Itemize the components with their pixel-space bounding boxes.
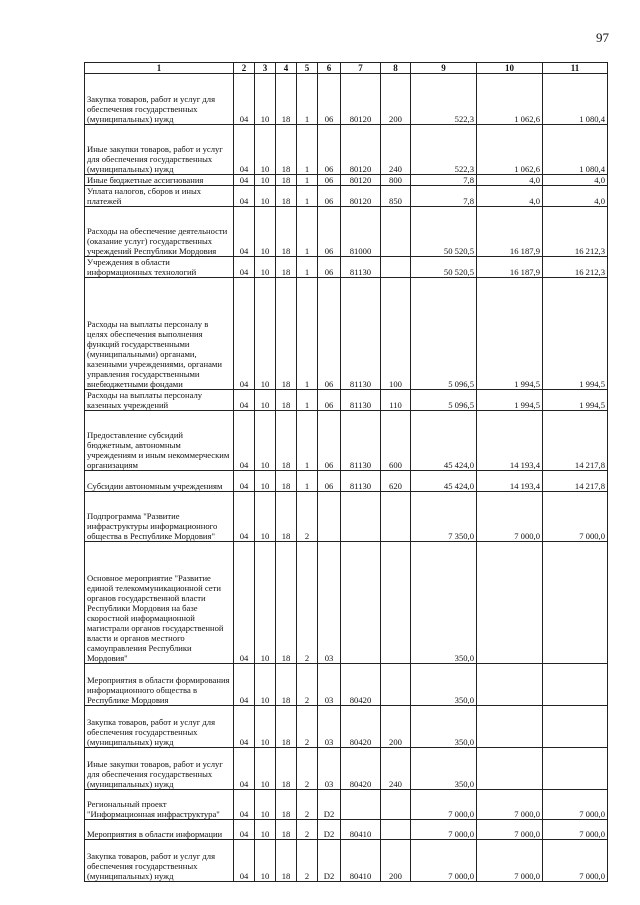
cell-c11: 14 217,8 [543, 471, 608, 492]
cell-c7: 80410 [341, 840, 381, 882]
cell-c3: 10 [255, 186, 276, 207]
cell-c10: 1 062,6 [477, 125, 543, 175]
row-description: Предоставление субсидий бюджетным, автономным учреждениям и иным некоммерческим организациям [85, 411, 234, 471]
cell-c8: 800 [381, 175, 411, 186]
cell-c10: 7 000,0 [477, 790, 543, 820]
row-description: Региональный проект "Информационная инфраструктура" [85, 790, 234, 820]
cell-c3: 10 [255, 492, 276, 542]
table-body [85, 74, 608, 882]
cell-c10 [477, 542, 543, 664]
cell-c9: 350,0 [411, 664, 477, 706]
cell-c6: 06 [318, 471, 341, 492]
cell-c2: 04 [234, 74, 255, 125]
cell-c5: 2 [297, 840, 318, 882]
cell-c7: 81130 [341, 471, 381, 492]
col-header: 1 [85, 63, 234, 74]
col-header: 6 [318, 63, 341, 74]
cell-c8: 850 [381, 186, 411, 207]
cell-c2: 04 [234, 542, 255, 664]
cell-c4: 18 [276, 664, 297, 706]
cell-c7: 81130 [341, 278, 381, 390]
table-row [85, 790, 608, 820]
col-header: 5 [297, 63, 318, 74]
row-description: Учреждения в области информационных технологий [85, 257, 234, 278]
cell-c10 [477, 748, 543, 790]
cell-c10: 1 994,5 [477, 390, 543, 411]
cell-c5: 1 [297, 257, 318, 278]
cell-c9: 7 350,0 [411, 492, 477, 542]
cell-c10: 14 193,4 [477, 471, 543, 492]
cell-c4: 18 [276, 748, 297, 790]
cell-c5: 2 [297, 542, 318, 664]
cell-c6: 03 [318, 706, 341, 748]
col-header: 7 [341, 63, 381, 74]
cell-c2: 04 [234, 278, 255, 390]
cell-c9: 7,8 [411, 186, 477, 207]
cell-c6: 06 [318, 186, 341, 207]
cell-c9: 7 000,0 [411, 840, 477, 882]
cell-c10: 16 187,9 [477, 207, 543, 257]
table-row [85, 390, 608, 411]
budget-table [84, 62, 608, 882]
row-description: Иные закупки товаров, работ и услуг для обеспечения государственных (муниципальных) нужд [85, 748, 234, 790]
cell-c2: 04 [234, 790, 255, 820]
cell-c8 [381, 664, 411, 706]
cell-c11: 1 994,5 [543, 390, 608, 411]
cell-c6: D2 [318, 790, 341, 820]
cell-c8: 100 [381, 278, 411, 390]
cell-c7: 81130 [341, 411, 381, 471]
cell-c11: 4,0 [543, 175, 608, 186]
cell-c9: 7,8 [411, 175, 477, 186]
cell-c9: 5 096,5 [411, 278, 477, 390]
row-description: Закупка товаров, работ и услуг для обеспечения государственных (муниципальных) нужд [85, 840, 234, 882]
cell-c11: 16 212,3 [543, 257, 608, 278]
col-header: 8 [381, 63, 411, 74]
cell-c6: D2 [318, 820, 341, 840]
col-header: 9 [411, 63, 477, 74]
cell-c11: 1 080,4 [543, 125, 608, 175]
cell-c5: 1 [297, 175, 318, 186]
page-number: 97 [596, 30, 609, 45]
cell-c11: 14 217,8 [543, 411, 608, 471]
header-row [85, 63, 608, 74]
cell-c8 [381, 790, 411, 820]
cell-c2: 04 [234, 411, 255, 471]
table-row [85, 664, 608, 706]
cell-c6: D2 [318, 840, 341, 882]
cell-c3: 10 [255, 790, 276, 820]
cell-c6: 06 [318, 175, 341, 186]
cell-c5: 2 [297, 790, 318, 820]
row-description: Закупка товаров, работ и услуг для обеспечения государственных (муниципальных) нужд [85, 74, 234, 125]
table-row [85, 74, 608, 125]
cell-c2: 04 [234, 492, 255, 542]
cell-c5: 2 [297, 664, 318, 706]
cell-c4: 18 [276, 74, 297, 125]
cell-c10: 7 000,0 [477, 820, 543, 840]
cell-c2: 04 [234, 125, 255, 175]
cell-c3: 10 [255, 74, 276, 125]
cell-c6: 03 [318, 542, 341, 664]
cell-c7: 80120 [341, 175, 381, 186]
cell-c7: 80120 [341, 125, 381, 175]
cell-c11: 4,0 [543, 186, 608, 207]
table-row [85, 748, 608, 790]
cell-c4: 18 [276, 175, 297, 186]
cell-c9: 522,3 [411, 125, 477, 175]
cell-c6: 03 [318, 748, 341, 790]
cell-c3: 10 [255, 706, 276, 748]
cell-c6: 06 [318, 74, 341, 125]
cell-c3: 10 [255, 664, 276, 706]
row-description: Подпрограмма "Развитие инфраструктуры информационного общества в Республике Мордовия" [85, 492, 234, 542]
cell-c2: 04 [234, 175, 255, 186]
cell-c9: 7 000,0 [411, 790, 477, 820]
table-row [85, 207, 608, 257]
cell-c4: 18 [276, 411, 297, 471]
row-description: Иные бюджетные ассигнования [85, 175, 234, 186]
cell-c4: 18 [276, 257, 297, 278]
cell-c10: 1 994,5 [477, 278, 543, 390]
cell-c2: 04 [234, 207, 255, 257]
cell-c5: 1 [297, 278, 318, 390]
cell-c9: 5 096,5 [411, 390, 477, 411]
col-header: 3 [255, 63, 276, 74]
cell-c2: 04 [234, 820, 255, 840]
cell-c10: 1 062,6 [477, 74, 543, 125]
cell-c3: 10 [255, 820, 276, 840]
cell-c11: 16 212,3 [543, 207, 608, 257]
cell-c7: 80420 [341, 706, 381, 748]
cell-c10 [477, 664, 543, 706]
cell-c11 [543, 706, 608, 748]
col-header: 11 [543, 63, 608, 74]
cell-c7: 81130 [341, 390, 381, 411]
row-description: Закупка товаров, работ и услуг для обеспечения государственных (муниципальных) нужд [85, 706, 234, 748]
cell-c8 [381, 542, 411, 664]
cell-c3: 10 [255, 542, 276, 664]
cell-c8: 240 [381, 125, 411, 175]
row-description: Расходы на выплаты персоналу казенных учреждений [85, 390, 234, 411]
cell-c3: 10 [255, 175, 276, 186]
cell-c9: 50 520,5 [411, 257, 477, 278]
cell-c11: 7 000,0 [543, 840, 608, 882]
cell-c9: 350,0 [411, 706, 477, 748]
cell-c3: 10 [255, 748, 276, 790]
cell-c6: 03 [318, 664, 341, 706]
cell-c3: 10 [255, 125, 276, 175]
cell-c9: 522,3 [411, 74, 477, 125]
cell-c4: 18 [276, 492, 297, 542]
cell-c7: 80120 [341, 74, 381, 125]
col-header: 10 [477, 63, 543, 74]
cell-c4: 18 [276, 390, 297, 411]
cell-c5: 1 [297, 471, 318, 492]
cell-c2: 04 [234, 257, 255, 278]
cell-c4: 18 [276, 207, 297, 257]
cell-c4: 18 [276, 790, 297, 820]
cell-c10 [477, 706, 543, 748]
cell-c7: 80410 [341, 820, 381, 840]
cell-c5: 1 [297, 186, 318, 207]
cell-c5: 1 [297, 411, 318, 471]
cell-c8: 200 [381, 706, 411, 748]
cell-c11: 1 994,5 [543, 278, 608, 390]
cell-c8 [381, 492, 411, 542]
cell-c5: 1 [297, 390, 318, 411]
cell-c11: 1 080,4 [543, 74, 608, 125]
cell-c7 [341, 542, 381, 664]
cell-c11: 7 000,0 [543, 790, 608, 820]
table-row [85, 411, 608, 471]
cell-c4: 18 [276, 542, 297, 664]
cell-c10: 7 000,0 [477, 492, 543, 542]
cell-c9: 50 520,5 [411, 207, 477, 257]
cell-c5: 1 [297, 74, 318, 125]
table-row [85, 840, 608, 882]
table-row [85, 492, 608, 542]
row-description: Иные закупки товаров, работ и услуг для обеспечения государственных (муниципальных) нужд [85, 125, 234, 175]
cell-c9: 45 424,0 [411, 411, 477, 471]
cell-c6 [318, 492, 341, 542]
cell-c9: 45 424,0 [411, 471, 477, 492]
cell-c4: 18 [276, 186, 297, 207]
cell-c11 [543, 748, 608, 790]
cell-c2: 04 [234, 471, 255, 492]
cell-c3: 10 [255, 411, 276, 471]
cell-c9: 350,0 [411, 542, 477, 664]
cell-c7 [341, 492, 381, 542]
cell-c2: 04 [234, 748, 255, 790]
cell-c4: 18 [276, 125, 297, 175]
table-row [85, 542, 608, 664]
cell-c3: 10 [255, 471, 276, 492]
cell-c5: 2 [297, 706, 318, 748]
cell-c3: 10 [255, 207, 276, 257]
cell-c8 [381, 257, 411, 278]
cell-c6: 06 [318, 278, 341, 390]
cell-c8 [381, 207, 411, 257]
table-row [85, 820, 608, 840]
table-row [85, 278, 608, 390]
cell-c4: 18 [276, 471, 297, 492]
cell-c8: 620 [381, 471, 411, 492]
cell-c2: 04 [234, 706, 255, 748]
col-header: 2 [234, 63, 255, 74]
cell-c5: 2 [297, 748, 318, 790]
col-header: 4 [276, 63, 297, 74]
cell-c10: 14 193,4 [477, 411, 543, 471]
cell-c2: 04 [234, 840, 255, 882]
cell-c7: 81130 [341, 257, 381, 278]
cell-c8: 240 [381, 748, 411, 790]
table-row [85, 471, 608, 492]
cell-c7: 80420 [341, 664, 381, 706]
row-description: Мероприятия в области информации [85, 820, 234, 840]
cell-c3: 10 [255, 257, 276, 278]
cell-c4: 18 [276, 706, 297, 748]
cell-c11: 7 000,0 [543, 820, 608, 840]
cell-c8: 200 [381, 840, 411, 882]
table-row [85, 175, 608, 186]
row-description: Основное мероприятие "Развитие единой телекоммуникационной сети органов государственной власти Республики Мордовия на базе скоростной информационной магистрали органов государственной власти и органов местного самоуправления Республики Мордовия" [85, 542, 234, 664]
cell-c8: 110 [381, 390, 411, 411]
cell-c9: 7 000,0 [411, 820, 477, 840]
cell-c9: 350,0 [411, 748, 477, 790]
cell-c7: 80120 [341, 186, 381, 207]
cell-c8: 200 [381, 74, 411, 125]
cell-c6: 06 [318, 207, 341, 257]
cell-c5: 1 [297, 207, 318, 257]
cell-c7: 81000 [341, 207, 381, 257]
cell-c10: 7 000,0 [477, 840, 543, 882]
cell-c2: 04 [234, 186, 255, 207]
row-description: Расходы на обеспечение деятельности (оказание услуг) государственных учреждений Республики Мордовия [85, 207, 234, 257]
row-description: Мероприятия в области формирования информационного общества в Республике Мордовия [85, 664, 234, 706]
cell-c7 [341, 790, 381, 820]
table-row [85, 125, 608, 175]
cell-c8 [381, 820, 411, 840]
cell-c11: 7 000,0 [543, 492, 608, 542]
table-row [85, 257, 608, 278]
cell-c10: 16 187,9 [477, 257, 543, 278]
cell-c4: 18 [276, 278, 297, 390]
cell-c10: 4,0 [477, 186, 543, 207]
cell-c11 [543, 664, 608, 706]
cell-c3: 10 [255, 390, 276, 411]
cell-c3: 10 [255, 840, 276, 882]
cell-c5: 2 [297, 820, 318, 840]
cell-c3: 10 [255, 278, 276, 390]
cell-c6: 06 [318, 390, 341, 411]
cell-c6: 06 [318, 125, 341, 175]
table-row [85, 706, 608, 748]
cell-c5: 2 [297, 492, 318, 542]
row-description: Субсидии автономным учреждениям [85, 471, 234, 492]
cell-c6: 06 [318, 411, 341, 471]
cell-c4: 18 [276, 840, 297, 882]
cell-c8: 600 [381, 411, 411, 471]
cell-c2: 04 [234, 664, 255, 706]
cell-c2: 04 [234, 390, 255, 411]
table-row [85, 186, 608, 207]
cell-c5: 1 [297, 125, 318, 175]
cell-c6: 06 [318, 257, 341, 278]
row-description: Уплата налогов, сборов и иных платежей [85, 186, 234, 207]
cell-c10: 4,0 [477, 175, 543, 186]
cell-c4: 18 [276, 820, 297, 840]
cell-c7: 80420 [341, 748, 381, 790]
row-description: Расходы на выплаты персоналу в целях обеспечения выполнения функций государственными (муниципальными) органами, казенными учреждениями, органами управления государственными внебюджетными фондами [85, 278, 234, 390]
cell-c11 [543, 542, 608, 664]
